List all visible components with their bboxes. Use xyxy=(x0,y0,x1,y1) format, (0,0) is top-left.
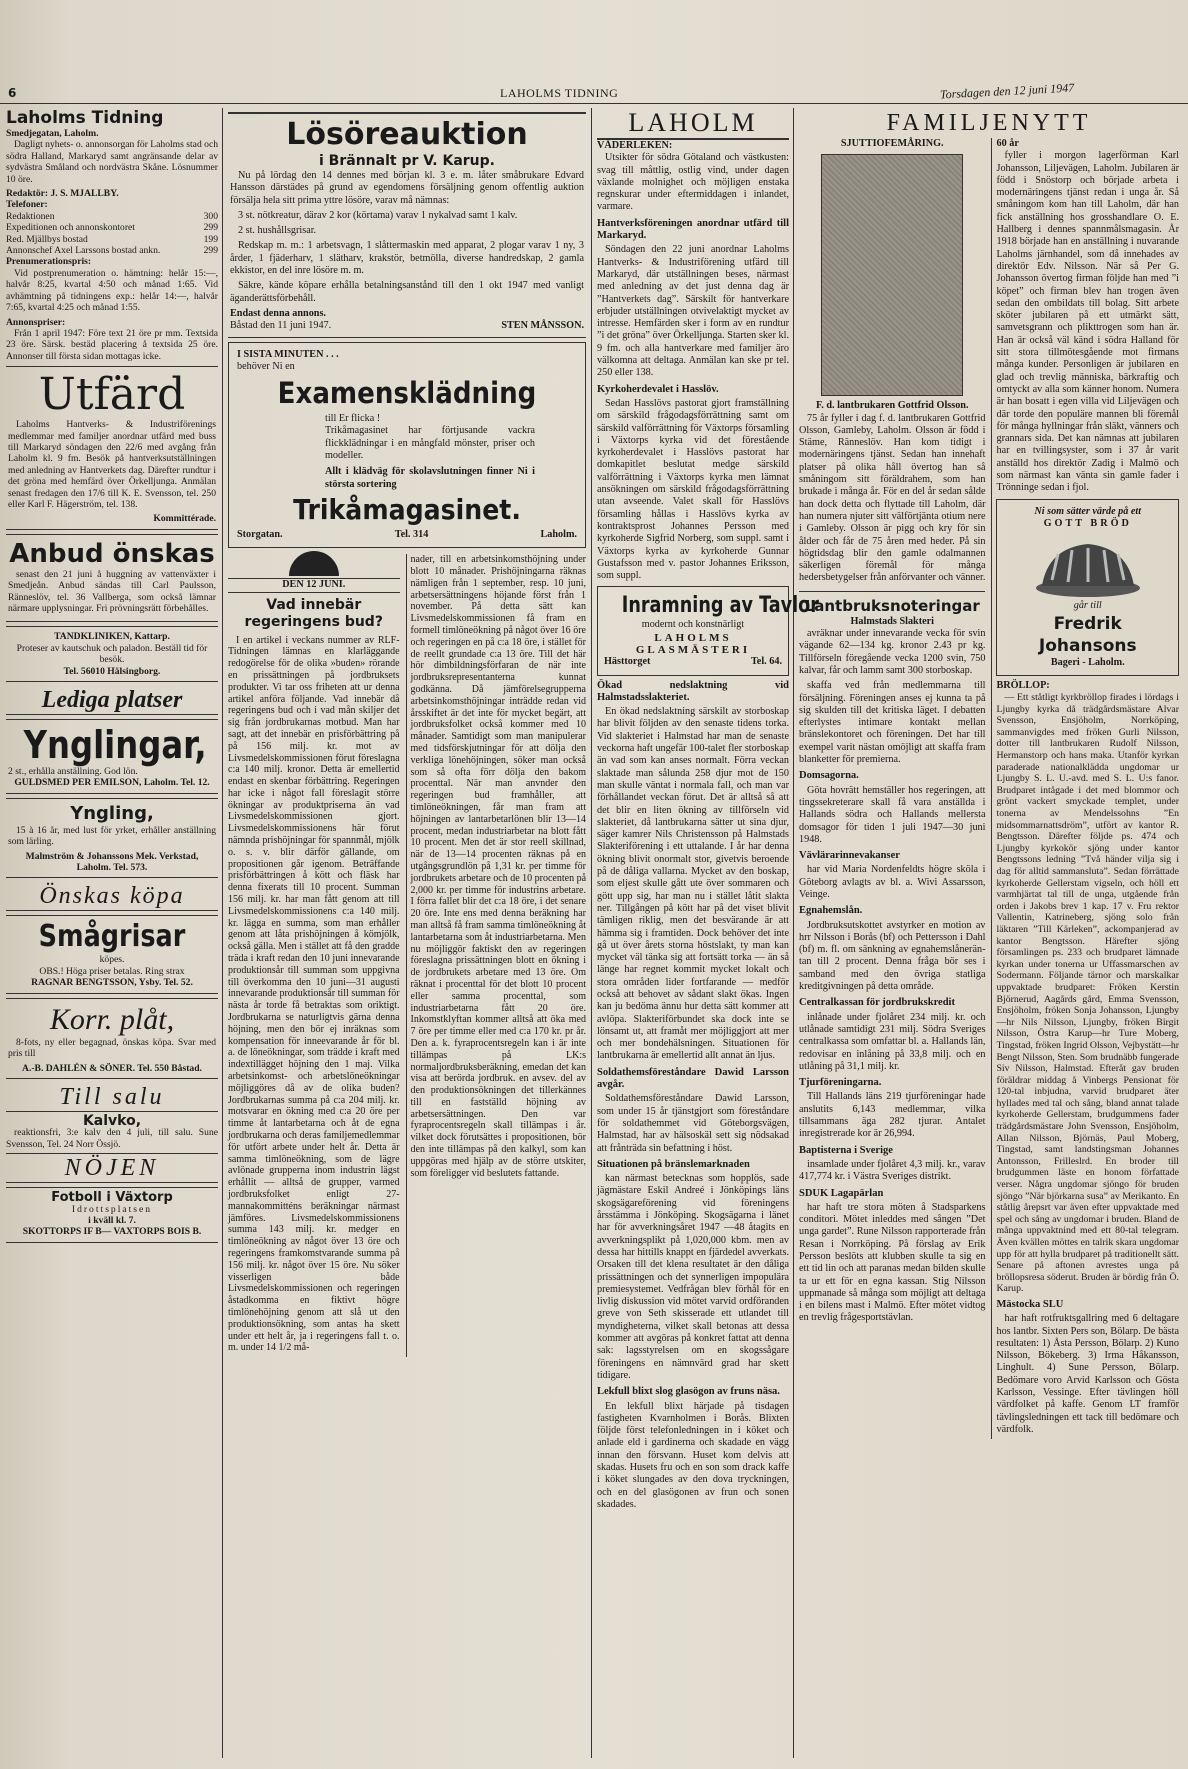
inram-tel: Tel. 64. xyxy=(750,656,782,668)
dj-text-cont: nader, till en arbetsinkomsthöjning under blott 10 månader. Prishöjningarna räknas nämligen från 1 september, resp. 10 juni, arbetsersättningens höjande först från 1 november. På detta sätt kan Livsmedelskommissionen få fram en formell timlöneökning på något över 16 öre och regeringen en på c:a 18 öre, i stället för de reellt grundade c:a 13 öre. Till det här hör dimbildningsförfaran de när inte jordbruksrepresentanterna kunnat godkänna. Då jämförelsegrupperna arbetsinkomsthöjningar inträdde redan vid årsskiftet är det inte för mycket begärt, att jordbruksfolket också kommer med 10 månader. Samtidigt som man manipulerar med tidsförskjutningar för att dölja den verkliga lönehöjningen, söker man också som så ofta förr dölja den bakom procenttal. När man anvnder den regeringen bud framhåller, att timlöneökningen, får man fram att höjningen av lantarbetarlönen blir 13—14 procent, medan industriarbetar na blott fått 10 procent. Men det är stor reell skillnad, när de 13—14 procenten räknas på en utgångsgrundlön på 1,31 kr. per timme för jordbrukets arbetare och de 10 procenten på 2,000 kr. per timme för industrins arbetare. I förra fallet blir det c:a 18 öre, i det senare 20 öre. Inte ens med denna beräkning har man alltså få fram samma timlöneökning åt lantarbetarna som åt industriarbetarna. Men nu möjliggör faktiskt den av regeringen föreslagna prissättningen blott en ökning i de jordbrukets arbetare med 13 öre. Om räknat i procenttal för det blott 10 procent eller samma procenttal, som industriarbetarna fått 20 öre. Inkomstklyftan kommer alltså att öka med 7 öre per timme eller med c:a 170 kr. pr år. Den a. k. fyraprocentsregeln kan i är inte tillämpas på LK:s normaljordbruksberäkning, emedan det kan visa att berörda jordbruk. en avsev. del av den produktionsökningen det tillerkännes till en fastställd höjning av arbetsersättningen. Den var fyraprocentsregeln skall tillämpas i år. vilket dock förutsättes i propositionen, bör den inte tillämpas på den kalkyl, som kan uppgöras med hjälp av de större utskiter, som föreligger vid beslutets fattande. xyxy=(410,554,587,1179)
fotboll-title: Fotboll i Växtorp xyxy=(51,1190,173,1206)
dj-right xyxy=(406,554,586,1357)
exam-text1: Trikåmagasinet har förtjusande vackra flickklädningar i en mångfald mönster, priser och modeller. xyxy=(325,425,535,462)
doms-text: Göta hovrätt hemställer hos regeringen, att tingssekreterare skall få vara anställda i Hallands södra och Hallands mellersta domsagor för tiden 1 juli 1947—30 juni 1948. xyxy=(799,784,986,845)
column-3 xyxy=(597,108,819,1763)
egn-text: Jordbruksutskottet avstyrker en motion av hrr Nilsson i Borås (bf) och Pettersson i Dahl (bf) m. fl. om sänkning av egnahemslåneräntan till 2 procent. Denna fråga bör ses i samband med den övriga statliga kreditgivningen på detta område. xyxy=(799,919,986,993)
bread-ad xyxy=(996,499,1179,676)
auction-ad xyxy=(228,112,586,338)
column-4 xyxy=(799,108,1179,1763)
dj-text: I en artikel i veckans nummer av RLF-Tidningen lämnas en klarläggande redogörelse för de olika »buden» rörande en prissättningen på jordbruksets produkter. Vi tar oss friheten att ur denna artikel anföra följande. Vad innebär då regeringens bud och i vad mån skiljer det sig från jordbrukarnas motbud. Man har sagt, att det innebär en prisförbättring på på 156 milj. kr. mot av Livsmedelskommissionen förut föreslagna c:a 140 milj. kronor. Detta är emellertid endast en skenbar förbättring. Regeringen har icke i något fall föreslagit större ökningar av produktpriserna än vad Livsmedelskommissionen gjort. Livsmedelskommissionens här förut nämnda prishöjningar för spannmål, mjölk o. s. v. blir därför gällande, om propositionen går igenom. Beträffande prisförbättringen å kött och fläsk har denna fixerats till 10 procent. Summan 156 milj. kr. har man fått genom att till Livsmedelskommissionens c:a 140 milj. kr. lägga en summa, som man erhåller genom att låta prishöjningen å kömjölk, också gälla. Men i stället att få den gradde träda i kraft redan den 10 juni innevarande produktionsår till summan som uppgivna till överkomma den 10 juni—31 augusti innevarande produktionsår till summan för nästa år torde få betraktas som oriktigt. Jordbrukarna se naturligtvis gärna denna höjning, men den bör ej inräknas som kompensation för inneevarande år för bl. a. de löneökningar, som trädde i kraft med indextillägget höjning den 1 maj. Vilka arbetsinkomst- och arbetslöneökningar möjliggöres då av de olika buden? Jordbrukarnas summa på c:a 204 milj. kr. motsvarar en ökning med c:a 20 öre per timme åt lantarbetarna och åt de egna jordbrukarna och deras familjemedlemmar för utfört arbete under helt år. Detta är samma timlöneökning, som de lägre avlönade grupperna inom industrin lägst erhållit — alltså de grupper, varmed jordbruksfolket enligt 27-mannakommitténs beräkningar närmast jämföres. Livsmedelskommissionens summa 143 milj. kr. medger en timlöneökning av något över 13 öre och regeringens framkomstvarande summa på 156 milj. kr. något över 15 öre. Nu söker visserligen både Livsmedelskommissionen och regeringen åstadkomma en fiktivt högre timlönehöjning genom att slå ut den produktionsökning, som antas ha skett under ett helt år, ja i regeringens fall t. o. m. under 14 1/2 må- xyxy=(228,634,400,1354)
sixty-text: fyller i morgon lagerförman Karl Johansson, Liljevägen, Laholm. Jubilaren är född i Snöstorp och började arbeta i modernäringens tjänst redan i unga år. Så småningom kom han till Laholm, där han fick anställning hos grosshandlare O. E. Hallberg i dennes spannmålsmagasin. År 1918 började han en anställning i nuvarande Laholms järnhandel, som då innehades av direktör Edv. Nilsson. När så Per G. Johansson övertog firman följde han med ”i köpet” och firman blev han trogen även sedan den ombildats till bolag. Sitt arbete sköter jubilaren på ett utmärkt sätt, samvetsgrann och plikttrogen som han är. Han är också väl känd i södra Halland för sitt stora tillmötesgående mot firmans många kunder. Personligen är jubilaren en glad och trevlig människa, bärkraftig och omtyckt av alla som känner honom. Numera är han bosatt i egen villa vid Liljevägen och där torde den populäre mannen bli föremål för många hyllningar från släkt, vänners och grannars sida. Det kan nämnas att jubilaren har en tvillingsyster, som i 37 år varit anställd hos direktör Zadig i Malmö och som närmast kan vänta sin gamle fader i Trönninge sedan i fjol. xyxy=(996,150,1179,494)
fotboll-place: Idrottsplatsen xyxy=(71,1203,153,1215)
weather-text: Utsikter för södra Götaland och västkusten: svag till måttlig, ostlig vind, under dagen växlande molnighet och möjligen enstaka regnskurar under eftermiddagen i inlandet, varmare. xyxy=(597,152,789,213)
header-date: Torsdagen den 12 juni 1947 xyxy=(939,80,1075,102)
utfard-title: Utfärd xyxy=(38,369,186,421)
masthead-intro: Dagligt nyhets- o. annonsorgan för Laholms stad och södra Halland, Markaryd samt angränsande delar av sydvästra Småland och nordvästra Skåne. Lösnummer 10 öre. xyxy=(6,139,218,185)
ynglingar-text: 2 st., erhålla anställning. God lön. xyxy=(8,766,138,778)
editor: Redaktör: J. S. MJALLBY. xyxy=(6,188,119,200)
smagrisar-firm: RAGNAR BENGTSSON, Ysby. Tel. 52. xyxy=(31,977,193,989)
korr-text: 8-fots, ny eller begagnad, önskas köpa. Svar med pris till xyxy=(8,1036,216,1060)
portrait-photo xyxy=(821,154,963,396)
column-divider xyxy=(591,108,592,1758)
lant-text: skaffa ved från medlemmarna till försäljning. Föreningen anses ej kunna ta på sig skulden till det kritiska läget. I debatten efterlystes intimare kontakt mellan bränslekontoret och föreningen. Det har till exempel varit nästan omöjligt att skaffa fram blanketter för premierna. xyxy=(799,680,986,766)
fotboll-teams: SKOTTORPS IF B— VAXTORPS BOIS B. xyxy=(22,1226,202,1238)
tand-tel: Tel. 56010 Hälsingborg. xyxy=(63,665,161,677)
inram-ad xyxy=(597,586,819,675)
inram-sub: modernt och konstnärligt xyxy=(641,619,745,631)
smagrisar-ad xyxy=(6,915,218,993)
utfard-text: Laholms Hantverks- & Industriförenings medlemmar med familjer anordnar utfärd med buss till Markaryd söndagen den 22/6 med avgång från Laholm kl. 9 fm. Besök på hantverksutställningen med anledning av Hantverkets dag. Därefter rundtur i det gröna med hemfärd över Örkelljunga. Anmälan senast fredagen den 17/6 till K. E. Svensson, tel. 250 eller Karl F. Hägerström, tel. 138. xyxy=(8,419,216,510)
auction-date: Båstad den 11 juni 1947. xyxy=(230,320,332,332)
auction-text: Nu på lördag den 14 dennes med början kl. 3 e. m. låter småbrukare Edvard Hansson därstädes på grund av egendomens försäljning genom offentlig auktion försälja hela sitt prima yttre lösöre, varav må nämnas: xyxy=(230,170,584,206)
till-salu: Till salu xyxy=(6,1083,218,1112)
header-title: LAHOLMS TIDNING xyxy=(500,86,619,100)
column-2 xyxy=(228,108,586,1763)
mast-head: Mästocka SLU xyxy=(996,1298,1064,1310)
sixty-head: 60 år xyxy=(996,138,1019,149)
bapt-head: Baptisterna i Sverige xyxy=(799,1144,893,1156)
sit-text: kan närmast betecknas som hopplös, sade jägmästare Eskil Andreé i Jönköpings läns skogsägareförening vid föreningens årsstämma i Jönköping. Skogsägarna i länet har för avverkningsåret 1947 —48 åtagits en avverkningsplikt på 1,020,000 kbm. men av dessa har hittills knappt en fjärdedel avverkats. Orsaken till det klena resultatet är den dåliga prissättningen och det synnerligen impopulära premiesystemet. Vedfrågan blev förhål för en livlig diskussion vid mötet varvid ordföranden greve von Seth skisserade ett utlandet till myndigheterna, vilket skall betonas att dessa kommer att avgöras på konkret fattat att denna sak: lagsstyrelsen om en skogssågare föreningens en nämnvärd grad har skett tidigare. xyxy=(597,1173,789,1381)
notes-section xyxy=(799,591,985,677)
exam-shop: Trikåmagasinet. xyxy=(293,492,521,526)
yngling-text: 15 à 16 år, med lust för yrket, erhåller anställning som lärling. xyxy=(8,824,216,848)
hant-text: Söndagen den 22 juni anordnar Laholms Hantverks- & Industriförening utfärd till Markaryd, där utställningen beses, närmast med anledning av det just denna dag är ”Hantverkets dag”. Särskilt för hantverkare erbjuder utställningen otvivelaktigt mycket av intresse. Hemfärden sker i form av en rundtur ”i det gröna” över Örkelljunga. Starten sker kl. 9 fm. och alla hantverkare med familjer äro välkomna att deltaga. Anmälan kan ske pr tel. 250 eller 138. xyxy=(597,244,789,379)
bday-head: SJUTTIOFEMÅRING. xyxy=(840,138,944,149)
dj-section xyxy=(228,554,586,1357)
exam-addr: Storgatan. xyxy=(237,528,283,540)
column-divider xyxy=(222,108,223,1758)
familjenytt-title: FAMILJENYTT xyxy=(886,110,1092,136)
prices-label: Prenumerationspris: xyxy=(6,256,92,268)
family-right xyxy=(991,138,1179,1439)
bapt-text: insamlade under fjolåret 4,3 milj. kr., varav 417,774 kr. i Västra Sveriges distrikt. xyxy=(799,1158,986,1183)
bread-head: Ni som sätter värde på ett xyxy=(1034,505,1142,517)
bread-go: går till xyxy=(1073,600,1102,612)
weather-label: VÄDERLEKEN: xyxy=(597,140,673,151)
lek-text: En lekfull blixt härjade på tisdagen fastigheten Kvarnholmen i Borås. Blixten följde först telefonledningen in i köket och anlade eld i gardinerna och skadade en vägg innan den försvann. Huset kom delvis att skadas. Husets fru och en son som drack kaffe i köket slungades av den dova tryckningen, och en del glasögonen av frun och sonen skadades. xyxy=(597,1400,789,1510)
utfard-sign: Kommittérade. xyxy=(153,513,216,525)
fotboll-time: i kväll kl. 7. xyxy=(88,1214,136,1226)
vav-text: har vid Maria Nordenfeldts högre sköla i Göteborg avlagts av bl. a. Wivi Assarsson, Veinge. xyxy=(799,864,986,900)
masthead-address: Smedjegatan, Laholm. xyxy=(6,128,99,139)
utfard-ad xyxy=(6,366,218,530)
korr-ad xyxy=(6,998,218,1079)
exam-ad xyxy=(228,342,586,549)
dj-title: Vad innebär regeringens bud? xyxy=(244,596,383,630)
kyrk-text: Sedan Hasslövs pastorat gjort framställning om särskild frågodagsförrättning samt om särskild valförrättning för Växtorps församling i Växtorps kyrka vid det förestående kyrkoherdevalet i Hasslövs pastorat har domkapitlet beslutat medge särskild valförrättning i Växtorps kyrka men lämnat ansökningen om särskild frågodagsförrättning utan avseende. Valet skall för Hasslövs församling hållas i Hasslövs kyrka av kontraktsprost Johannes Persson med kyrkoherde Sigfrid Norberg, som suppl. samt i Växtorps kyrka av kyrkoherde Gunnar Gustafsson med v. pastor Johannes Eriksson, som suppl. xyxy=(597,397,789,582)
dj-label: DEN 12 JUNI. xyxy=(228,578,400,592)
family-left xyxy=(799,138,985,1439)
nojen: NÖJEN xyxy=(6,1153,218,1183)
doms-head: Domsagorna. xyxy=(799,770,859,782)
phone-row: Red. Mjällbys bostad 199 xyxy=(6,233,218,245)
lediga-platser: Lediga platser xyxy=(6,686,218,715)
page-header xyxy=(0,80,1188,104)
ok-text: En ökad nedslaktning särskilt av storboskap har blivit följden av den senaste tidens torka. Vid slakteriet i Halmstad har man de senaste veckorna haft ungefär 100-talet fler storboskap än vad som kan anses normalt. Förra veckan slaktade man sålunda 258 djur mot de 150 man skulle väntat i normala fall, och man var förhållandet veckan förut. Det är alltså så att det blir en liten ökning av tillförseln vid slakteriet, då lantbrukarna sätter ut sina djur, säger kamrer Nils Christensson på Halmstads Slakteriförening i ett uttalande. I år har denna ökning blivit onormalt stor, givetvis beroende på de dåliga vallarna. Mycket av den boskap, som eljest skulle gått ute över sommaren och gött upp sig, har man nu i stället låtit slakta ner. Tillgången på kött har på det viset blivit tämligen riklig, men det besvärande är att hämma sig i framtiden. Dock behöver det inte gå ut över årets storna höstslakt, ty man kan mycket väl tänka sig att fortsätt torka — än så länge har regnet kommit mycket lokalt och stora områden lider fortfarande — medför också att behovet av sådant slakt ökas. Ingen kan ju bedöma ännu hur detta sätt kommer att avlöpa. Slakteriförbundet ska dock inte se lönsamt ut, att framåt mer möjliggjort att mer och mer bondehälsningen. Situationen för lantbrukarna är emellertid allt annat än ljus. xyxy=(597,706,789,1062)
tjur-head: Tjurföreningarna. xyxy=(799,1077,882,1089)
wedding-head: BRÖLLOP: xyxy=(996,679,1050,691)
masthead: Laholms Tidning xyxy=(6,108,164,128)
ads-label: Annonspriser: xyxy=(6,316,66,328)
family-section xyxy=(799,138,1179,1439)
notes-head: Lantbruksnoteringar xyxy=(804,596,980,615)
anbud-ad xyxy=(6,534,218,623)
kalvko-text: reaktionsfri, 3:e kalv den 4 juli, till salu. Sune Svensson, Tel. 24 Norr Össjö. xyxy=(6,1127,218,1150)
phone-row: Redaktionen 300 xyxy=(6,210,218,222)
inram-title: Inramning av Tavlor xyxy=(621,593,819,619)
prices-text: Vid postprenumeration o. hämtning: helår 15:—, halvår 8:25, kvartal 4:50 och månad 1:65. Vid avhämtning på tidningens exp.: helår 14:—, halvår 7:65, kvartal 4:25 och månad 1:55. xyxy=(6,267,218,314)
exam-tel: Tel. 314 xyxy=(394,528,429,540)
cent-text: inlånade under fjolåret 234 milj. kr. och utlånade samtidigt 231 milj. Södra Sveriges centralkassa som omfattar bl. a. Hallands län, redovisar en inlåning på 33,8 milj. och en utlåning på 31,1 milj. kr. xyxy=(799,1011,986,1072)
photo-caption: F. d. lantbrukaren Gottfrid Olsson. xyxy=(815,400,969,412)
exam-text2: Allt i klädväg för skolavslutningen finner Ni i största sortering xyxy=(325,466,535,490)
notes-text: avräknar under innevarande vecka för svin vägande 62—134 kg. kronor 2.43 pr kg. Tillförseln föregående vecka 1200 svin, 750 kalvar, får och lamm samt 300 storboskap. xyxy=(799,628,986,676)
yngling-title: Yngling, xyxy=(70,802,154,824)
auction-title: Lösöreauktion xyxy=(286,117,528,152)
header-rule xyxy=(0,103,1188,104)
auction-place: i Brännalt pr V. Karup. xyxy=(319,153,495,169)
page-marker: 6 xyxy=(8,86,17,100)
hant-head: Hantverksföreningen anordnar utfärd till Markaryd. xyxy=(597,217,789,242)
exam-intro: I SISTA MINUTEN . . . xyxy=(237,348,339,360)
tand-text: Proteser av kautschuk och paladon. Beställ tid för besök. xyxy=(16,642,208,666)
kyrk-head: Kyrkoherdevalet i Hasslöv. xyxy=(597,383,719,395)
ads-text: Från 1 april 1947: Före text 21 öre pr mm. Textsida 23 öre. Särsk. bestäd placering å textsida 25 öre. Annonser till första sidan mottagas icke. xyxy=(6,327,218,362)
korr-firm: A.-B. DAHLÉN & SÖNER. Tel. 550 Båstad. xyxy=(22,1062,202,1074)
exam-city: Laholm. xyxy=(540,528,577,540)
auction-terms: Säkre, kände köpare erhålla betalningsanstånd till den 1 okt 1947 med vanligt äganderättsförbehåll. xyxy=(230,280,584,304)
anbud-title: Anbud önskas xyxy=(9,538,215,569)
yngling-ad xyxy=(6,798,218,879)
auction-item: 3 st. nötkreatur, därav 2 kor (körtama) varav 1 nykalvad samt 1 kalv. xyxy=(238,209,518,221)
sduk-text: har haft tre stora möten å Stadsparkens conditori. Mötet inleddes med sången ”Det unga gardet”. Rune Nilsson rapporterade från Resan i Norrköping. På förslag av Erik Persson beslöts att klubben skulle ta sig en ett tid lin och att paranas medan bilden skulle ta ur ett för en egna kassan. Stig Nilsson uppmanade så många som möjligt att deltaga i en bilens mast i Malmö. Efter mötet vidtog en trevlig frågesportstävlan. xyxy=(799,1201,986,1324)
auction-sign: STEN MÅNSSON. xyxy=(501,320,584,332)
auction-item: 2 st. hushållsgrisar. xyxy=(238,225,317,237)
dj-left xyxy=(228,554,400,1357)
column-1 xyxy=(6,108,218,1763)
sun-icon xyxy=(228,554,400,578)
auction-item: Redskap m. m.: 1 arbetsvagn, 1 slåttermaskin med apparat, 2 plogar varav 1 ny, 3 årder, 1 fjäderharv, 1 slätharv, krakstör, betmölla, diverse handredskap, 2 gamla ekkistor, en del inre lösöre m. m. xyxy=(230,240,584,277)
smagrisar-title: Smågrisar xyxy=(38,919,186,955)
ynglingar-ad xyxy=(6,719,218,794)
smagrisar-text: köpes. xyxy=(99,954,125,966)
fotboll-ad xyxy=(6,1187,218,1243)
bday-text: 75 år fyller i dag f. d. lantbrukaren Gottfrid Olsson, Gamleby, Laholm. Olsson är född i Stäme, Ränneslöv. Han kom tidigt i modernäringens tjänst. Sedan han innehaft platser på olika håll övertog han så småningom sitt föräldrahem, som han brukade i många år. För en del år sedan sålde han dock detta och flyttade till Laholm, där han numera njuter sitt välförtjänta otium nere i Gamleby. Olsson är pigg och kry för sin ålder och får de 75 åren med heder. På sin högtidsdag blir den gamle odalmannen säkerligen föremål för många hedersbetygelser från anförvanter och vänner. xyxy=(799,412,986,584)
sold-text: Soldathemsföreståndare Dawid Larsson, som under 15 år tjänstgjort som föreståndare för soldathemmet vid Göteborgsvägen, Halmstad, har av hälsoskäl sett sig nödsakad att frånträda sin befattning i höst. xyxy=(597,1093,789,1154)
anbud-text: senast den 21 juni å huggning av vattenväxter i Smedjeån. Anbud sändas till Carl Paulsson, Ränneslöv, tel. 36 Vallberga, som också lämnar närmare upplysningar. Fri prövningsrätt förbehålles. xyxy=(8,568,216,614)
sit-head: Situationen på bränslemarknaden xyxy=(597,1158,750,1170)
tand-title: TANDKLINIKEN, Kattarp. xyxy=(54,631,170,643)
phones-label: Telefoner: xyxy=(6,199,48,211)
inram-addr: Hästtorget xyxy=(604,656,651,668)
mast-text: har haft rotfruktsgallring med 6 deltagare hos lantbr. Sixten Pers son, Bölarp. De bästa resultaten: 1) Åsta Persson, Bölarp. 2) Kuno Nilsson, Bökeberg. 3) Irma Håkansson, Linghult. 4) Sune Persson, Bölarp. Bedömare voro Arvid Karlsson och Gösta Karlsson, Vessinge. Efter tävlingen höll värdfolket på kaffe. Genom LT framför tävlingsledningen ett tack till bedömare och värdfolk. xyxy=(996,1313,1179,1435)
tandklinik-ad xyxy=(6,626,218,682)
auction-note: Endast denna annons. xyxy=(230,307,326,319)
exam-intro2: behöver Ni en xyxy=(237,360,295,372)
bread-title: GOTT BRÖD xyxy=(1043,517,1132,529)
cent-head: Centralkassan för jordbrukskredit xyxy=(799,997,955,1009)
bread-firm: Fredrik Johansons xyxy=(1038,613,1137,656)
lek-head: Lekfull blixt slog glasögon av fruns näsa. xyxy=(597,1386,780,1398)
ynglingar-title: Ynglingar, xyxy=(23,723,207,768)
tjur-text: Till Hallands läns 219 tjurföreningar hade anslutits 6,143 medlemmar, vilka tillsammans äga 282 tjurar. Antalet inregistrerade kor är 26,994. xyxy=(799,1091,986,1140)
ok-head: Ökad nedslaktning vid Halmstadsslakteriet. xyxy=(597,679,789,703)
town-header: LAHOLM xyxy=(597,108,789,140)
phone-row: Expeditionen och annonskontoret 299 xyxy=(6,222,218,234)
phone-row: Annonschef Axel Larssons bostad ankn. 299 xyxy=(6,245,218,257)
bread-addr: Bageri - Laholm. xyxy=(1050,656,1125,668)
notes-sub: Halmstads Slakteri xyxy=(850,615,934,627)
sold-head: Soldathemsföreståndare Dawid Larsson avgår. xyxy=(597,1066,789,1091)
exam-lead: till Er flicka ! xyxy=(325,413,381,425)
vav-head: Vävlärarinnevakanser xyxy=(799,850,900,862)
ynglingar-firm: GULDSMED PER EMILSON, Laholm. Tel. 12. xyxy=(14,777,210,789)
sduk-head: SDUK Lagapärlan xyxy=(799,1187,884,1199)
yngling-firm: Malmström & Johanssons Mek. Verkstad, Laholm. Tel. 573. xyxy=(25,850,199,874)
exam-title: Examensklädning xyxy=(277,376,537,411)
kalvko-title: Kalvko, xyxy=(82,1112,142,1129)
smagrisar-obs: OBS.! Höga priser betalas. Ring strax xyxy=(39,965,185,977)
onskas-kopa: Önskas köpa xyxy=(6,882,218,911)
column-divider xyxy=(793,108,794,1758)
wedding-text: — Ett ståtligt kyrkbröllop firades i lördags i Ljungby kyrka då trädgårdsmästare Alvar Svensson, Ensjöholm, Norrköping, sammanvigdes med fröken Gurli Nilsson, dotter till lantbrukaren Rudolf Nilsson, Hermanstorp och hans maka. Utanför kyrkan paraderade nationalklädda ungdomar ur Ljungby S. L. U.-avd. med S. L. U:s fanor. Brudparet intågade i det med blommor och grönt vackert smyckade templet, under tonerna av Mendelssohns ”En midsommarnattsdröm”, utfört av kantor R. Bengtsson. Därefter följde ps. 474 och Ljungby kyrkokör sjöng under kantor Bengtssons ledning ”Två händer vilja sig i dag för alltid sammansluta”. Sedan förrättade kyrkoherde Gellerstam vigseln, och höll ett varmhjärtat tal till de unga, utgående från orden i Jakobs brev 1 kap. 17 v. Fru rektor Vallentin, Katrineberg, sjöng solo från läktaren ”Till Kärleken”, ackompanjerad av kantor Bengtsson. Härefter sjöng församlingen ps. 233 och brudparet lämnade kyrkan under tonerna ur Uffassmarschen av Sodermann. Följande tärnor och marskalkar uppvaktade brudparet: Fröken Kerstin Björnerud, Aagårds gård, Emma Svensson, Ensjöholm, fröken Sonja Johansson, Ljungby—hr Nils Nilsson, Ljungby, fröken Birgit Nilsson, Östra Karup—hr Ture Moberg, Tingstad, fröken Ingrid Olsson, Vejbystätt—hr Bengt Nilsson, Sten. Som brudnäbb fungerade Siv Nilsson, Halmstad. Efteråt gav bruden föräldrar middag å Vinbergs Pensionat för 120-tal inbjudna, varvid brudparet äter hyllades med tal och sång, bland annat talade kyrkoherde Gellerstam, brudgummens fader trädgårdsmästare John Svensson, Ensjöholm, Allan Nilsson, Björnäs, Paul Moberg, Tingstad, samt landstingsman Johannes Antonsson, Frilleslrd. En broder till brudgummen läste en honom författade verser. Några ungdomar sjöngo för bruden sjöngo ”När björkarna susa” av Merikanto. En ståtlig årepsrt var även efter uppvaktade med spel och sång av ungdomar i bruden. Bland de många uppvaktnind med ett 80-tal telegram. Även kvällen möttes en talrik skara ungdomar upp för att hylla brudparet på traditionellt sätt. Senare på aftonen avrestes unga på bröllopsresa söderut. Bruden är bördig från Ö. Karup. xyxy=(996,692,1179,1295)
egn-head: Egnahemslån. xyxy=(799,905,863,917)
bread-icon xyxy=(1003,530,1172,600)
korr-title: Korr. plåt, xyxy=(49,1002,175,1036)
inram-firm: LAHOLMS GLASMÄSTERI xyxy=(635,631,751,656)
